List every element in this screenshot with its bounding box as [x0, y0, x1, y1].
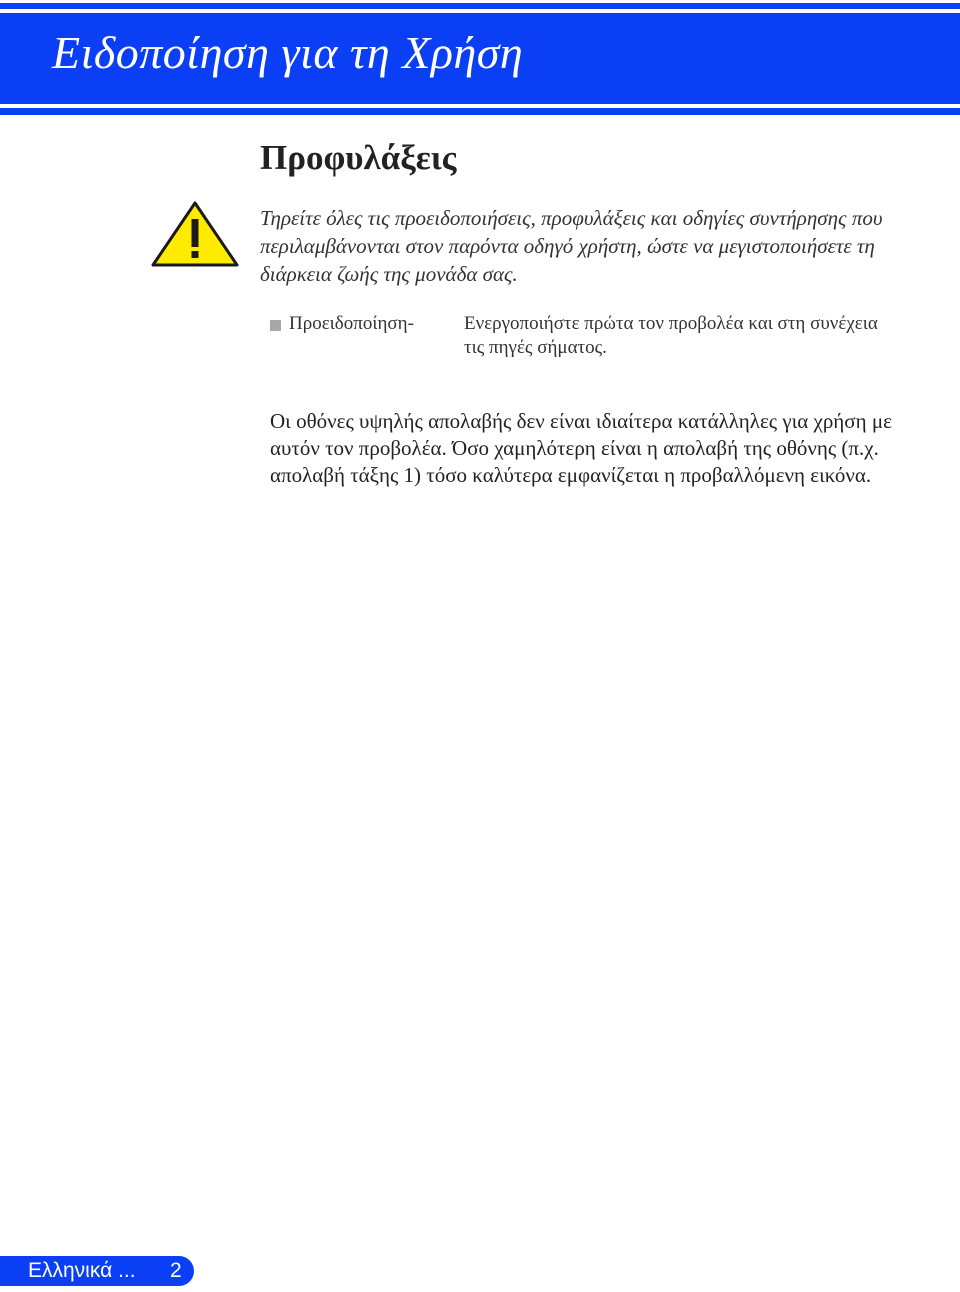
- screen-gain-note: Οι οθόνες υψηλής απολαβής δεν είναι ιδιαίτερα κατάλληλες για χρήση με αυτόν τον προβολέα. Όσο χαμηλότερη είναι η απολαβή της οθόνης (π.χ. απολαβή τάξης 1) τόσο καλύτερα εμφανίζεται η προβαλλόμενη εικόνα.: [270, 409, 892, 487]
- page-title: Ειδοποίηση για τη Χρήση: [52, 27, 524, 78]
- warning-item: [270, 312, 910, 368]
- square-bullet-icon: [270, 320, 281, 331]
- header-top-rule: [0, 3, 960, 9]
- footer-language-label: Ελληνικά ...: [28, 1259, 136, 1282]
- warning-label: Προειδοποίηση-: [289, 313, 414, 334]
- warning-triangle-icon: [150, 200, 240, 268]
- section-title: Προφυλάξεις: [260, 138, 457, 177]
- warning-text: Ενεργοποιήστε πρώτα τον προβολέα και στη συνέχεια τις πηγές σήματος.: [464, 313, 878, 358]
- page-header: [0, 0, 960, 118]
- page-number: 2: [170, 1259, 182, 1282]
- intro-paragraph: Τηρείτε όλες τις προειδοποιήσεις, προφυλάξεις και οδηγίες συντήρησης που περιλαμβάνονται στον παρόντα οδηγό χρήστη, ώστε να μεγιστοποιήσετε τη διάρκεια ζωής της μονάδα σας.: [260, 206, 883, 286]
- header-bottom-rule: [0, 108, 960, 115]
